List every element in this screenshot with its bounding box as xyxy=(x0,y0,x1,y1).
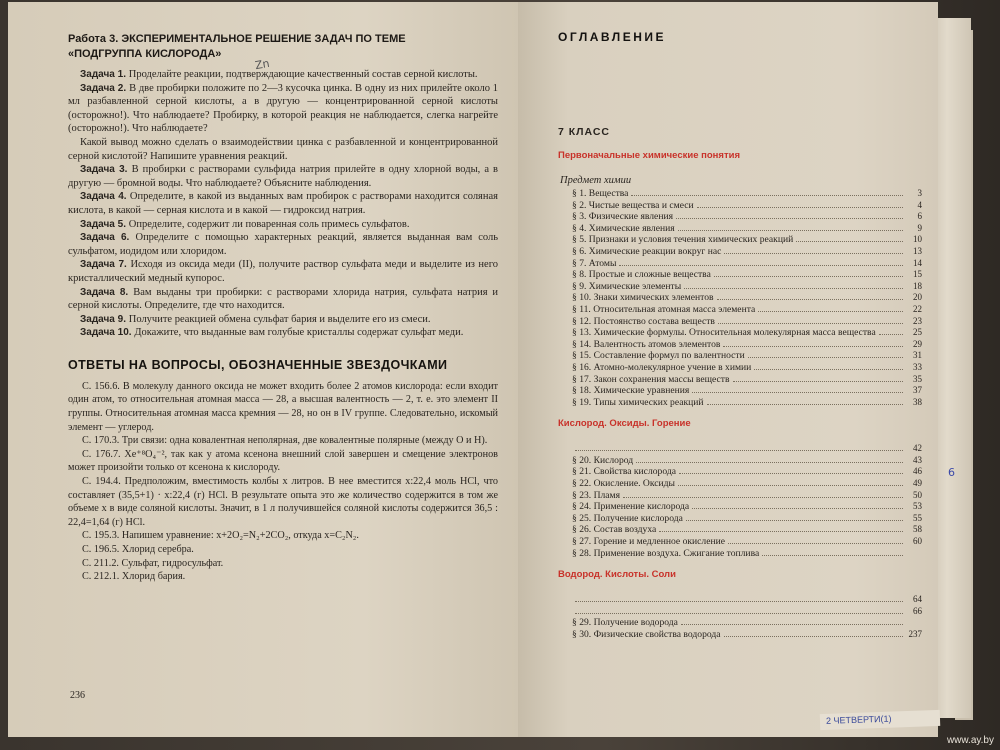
toc-item-page: 14 xyxy=(913,257,922,268)
toc-item-label: § 12. Постоянство состава веществ xyxy=(572,315,715,327)
toc-leader-dots xyxy=(692,508,903,509)
toc-list-3 xyxy=(558,594,922,640)
toc-item-page: 22 xyxy=(913,303,922,314)
toc-item-label: § 15. Составление формул по валентности xyxy=(572,350,745,362)
toc-leader-dots xyxy=(723,346,903,347)
task-label: Задача 2. xyxy=(80,82,130,94)
task-paragraph xyxy=(68,82,498,136)
task-paragraph xyxy=(68,163,498,190)
toc-item-label: § 30. Физические свойства водорода xyxy=(572,629,721,640)
toc-leader-dots xyxy=(575,450,903,451)
work-title-line-1: Работа 3. ЭКСПЕРИМЕНТАЛЬНОЕ РЕШЕНИЕ ЗАДАЧ ПО ТЕМЕ xyxy=(68,33,406,45)
toc-item xyxy=(572,269,922,281)
toc-item xyxy=(572,292,922,304)
task-paragraph xyxy=(68,326,498,340)
task-label: Задача 8. xyxy=(80,286,134,298)
toc-item xyxy=(572,455,922,467)
toc-leader-dots xyxy=(748,357,903,358)
task-paragraph xyxy=(68,218,498,232)
ink-mark: 6 xyxy=(948,466,955,479)
task-label: Задача 6. xyxy=(80,232,136,244)
toc-item xyxy=(572,200,922,212)
toc-item-label: § 17. Закон сохранения массы веществ xyxy=(572,373,730,385)
task-label: Задача 5. xyxy=(80,218,129,230)
toc-item-label: § 23. Пламя xyxy=(572,489,621,501)
task-label: Задача 1. xyxy=(80,69,129,80)
toc-leader-dots xyxy=(879,334,903,335)
answer-paragraph: С. 195.3. Напишем уравнение: x+2O₂=N₂+2CO₂, откуда x=C₂N₂. xyxy=(82,530,359,542)
toc-item-page: 33 xyxy=(913,361,922,372)
toc-leader-dots xyxy=(758,311,903,312)
toc-item-page: 66 xyxy=(913,605,922,616)
toc-leader-dots xyxy=(623,497,903,498)
toc-item xyxy=(572,466,922,478)
toc-leader-dots xyxy=(676,218,903,219)
toc-item-label: § 8. Простые и сложные вещества xyxy=(572,269,711,281)
left-page xyxy=(8,2,518,737)
toc-leader-dots xyxy=(724,253,903,254)
task-text: Получите реакцией обмена сульфат бария и выделите его из смеси. xyxy=(128,313,431,325)
toc-item-label: § 26. Состав воздуха xyxy=(572,524,657,536)
toc-leader-dots xyxy=(718,323,903,324)
work-title xyxy=(68,32,498,62)
task-text: В две пробирки положите по 2—3 кусочка цинка. В одну из них прилейте около 1 мл разбавленной серной кислоты, а в другую — концентрированной серной кислоты (осторожно!). Что наблюдаете? Пробирку, в которой реакция не наблюдается, слегка нагрейте (осторожно!). Что наблюдаете? xyxy=(68,82,499,135)
toc-item-label: § 18. Химические уравнения xyxy=(572,385,690,397)
answer-paragraph: С. 170.3. Три связи: одна ковалентная неполярная, две ковалентные полярные (между O и H). xyxy=(82,435,488,447)
toc-leader-dots xyxy=(681,624,903,625)
toc-item xyxy=(572,258,922,270)
toc-item-label: § 1. Вещества xyxy=(572,188,629,199)
task-text: Какой вывод можно сделать о взаимодействии цинка с разбавленной и концентрированной серной кислотой? Напишите уравнения реакций. xyxy=(68,136,498,162)
toc-item xyxy=(572,606,922,618)
task-label: Задача 10. xyxy=(80,327,135,339)
toc-item-label: § 19. Типы химических реакций xyxy=(572,396,704,408)
toc-item-page: 38 xyxy=(913,396,922,407)
task-label: Задача 7. xyxy=(80,259,131,271)
answer-paragraph: С. 211.2. Сульфат, гидросульфат. xyxy=(82,557,224,569)
toc-item-page: 37 xyxy=(913,385,922,396)
toc-item-label: § 16. Атомно-молекулярное учение в химии xyxy=(572,361,752,373)
task-paragraph xyxy=(68,313,498,327)
task-paragraph xyxy=(68,136,498,163)
toc-leader-dots xyxy=(707,404,903,405)
answer-paragraph: С. 156.6. В молекулу данного оксида не может входить более 2 атомов кислорода: если входит один атом, то относительная атомная масса — 28, а высшая валентность — 2, т. е. это элемент II группы. Относительная атомная масса кремния — 28, но он в IV группе. Следовательно, искомый элемент — углерод. xyxy=(68,380,498,433)
toc-item-label: § 14. Валентность атомов элементов xyxy=(572,338,721,350)
toc-leader-dots xyxy=(575,613,903,614)
toc-item-label: § 13. Химические формулы. Относительная молекулярная масса вещества xyxy=(572,327,876,339)
toc-leader-dots xyxy=(796,241,903,242)
chapter-heading-1: Первоначальные химические понятия xyxy=(558,150,740,161)
toc-item-label: § 24. Применение кислорода xyxy=(572,501,690,513)
toc-item-page: 18 xyxy=(913,280,922,291)
toc-leader-dots xyxy=(733,381,903,382)
toc-leader-dots xyxy=(724,636,903,637)
toc-item xyxy=(572,362,922,374)
toc-leader-dots xyxy=(762,555,903,556)
page-number: 236 xyxy=(70,690,85,701)
toc-item-page: 64 xyxy=(913,594,922,605)
task-text: Определите с помощью характерных реакций, является выданная вам соль сульфатом, иодидом или хлоридом. xyxy=(68,232,499,257)
toc-item-page: 46 xyxy=(913,466,922,477)
toc-item-page: 25 xyxy=(913,327,922,338)
toc-item-label: § 7. Атомы xyxy=(572,257,617,269)
toc-item-label: § 2. Чистые вещества и смеси xyxy=(572,199,694,211)
toc-item-page: 31 xyxy=(913,350,922,361)
task-text: Исходя из оксида меди (II), получите раствор сульфата меди и выделите из него кристаллический медный купорос. xyxy=(68,259,498,284)
toc-item-page: 23 xyxy=(913,315,922,326)
task-paragraph xyxy=(68,258,498,285)
toc-item xyxy=(572,501,922,513)
toc-item-label: § 20. Кислород xyxy=(572,454,634,466)
toc-leader-dots xyxy=(754,369,903,370)
pencil-note: Zn xyxy=(253,56,271,73)
toc-leader-dots xyxy=(619,265,903,266)
toc-item-page: 13 xyxy=(913,245,922,256)
toc-item xyxy=(572,397,922,409)
toc-item xyxy=(572,524,922,536)
toc-item-label: § 28. Применение воздуха. Сжигание топлива xyxy=(572,547,760,559)
toc-leader-dots xyxy=(728,543,903,544)
toc-item-page: 55 xyxy=(913,512,922,523)
toc-item xyxy=(572,490,922,502)
right-page xyxy=(518,2,938,737)
chapter-heading-3: Водород. Кислоты. Соли xyxy=(558,569,676,581)
toc-item-page: 237 xyxy=(908,629,922,639)
task-label: Задача 4. xyxy=(80,191,130,203)
task-text: Докажите, что выданные вам голубые кристаллы содержат сульфат меди. xyxy=(134,327,464,339)
toc-item-label: § 29. Получение водорода xyxy=(572,617,678,629)
toc-item-page: 35 xyxy=(913,373,922,384)
toc-item-page: 58 xyxy=(913,524,922,535)
toc-item xyxy=(572,548,922,560)
toc-list-2 xyxy=(558,443,922,559)
toc-item xyxy=(572,188,922,200)
task-paragraph xyxy=(68,190,498,217)
toc-item xyxy=(572,339,922,351)
toc-item-label: § 27. Горение и медленное окисление xyxy=(572,536,725,548)
toc-item-page: 42 xyxy=(913,443,922,454)
toc-item xyxy=(572,316,922,328)
task-text: Проделайте реакции, подтверждающие качественный состав серной кислоты. xyxy=(128,69,478,80)
task-paragraph xyxy=(68,286,498,313)
toc-item-label: § 22. Окисление. Оксиды xyxy=(572,478,676,490)
toc-item xyxy=(572,304,922,316)
toc-item-page: 15 xyxy=(913,269,922,280)
toc-title: ОГЛАВЛЕНИЕ xyxy=(558,30,667,44)
toc-item-page: 9 xyxy=(917,222,922,233)
answer-paragraph: С. 176.7. Xe⁺⁸O₄⁻², так как у атома ксенона внешний слой завершен и смещение электронов может произойти только от ксенона к кислороду. xyxy=(68,448,498,474)
toc-leader-dots xyxy=(631,195,903,196)
toc-leader-dots xyxy=(659,531,903,532)
task-label: Задача 9. xyxy=(80,313,129,325)
toc-item xyxy=(572,211,922,223)
toc-leader-dots xyxy=(636,462,903,463)
task-label: Задача 3. xyxy=(80,164,132,176)
answer-list xyxy=(68,380,498,584)
toc-item-page: 6 xyxy=(917,211,922,222)
toc-item-label: § 25. Получение кислорода xyxy=(572,512,683,524)
toc-item-label: § 11. Относительная атомная масса элемента xyxy=(572,303,756,315)
toc-item xyxy=(572,374,922,386)
answer-paragraph: С. 194.4. Предположим, вместимость колбы x литров. В нее вместится x:22,4 моль HCl, что составляет (35,5+1) · x:22,4 (г) HCl. В результате опыта это же количество содержится в том же объеме x в виде соляной кислоты. Значит, в 1 л получившейся соляной кислоты содержится 36,5 : 22,4=1,64 (г) HCl. xyxy=(68,476,498,528)
chapter-heading-2: Кислород. Оксиды. Горение xyxy=(558,418,691,430)
toc-item-label: § 3. Физические явления xyxy=(572,211,674,223)
toc-item xyxy=(572,617,922,629)
toc-item-label: § 4. Химические явления xyxy=(572,222,675,234)
toc-leader-dots xyxy=(684,288,903,289)
toc-item xyxy=(572,629,922,641)
task-paragraph xyxy=(68,231,498,258)
toc-item-page: 3 xyxy=(917,188,922,198)
toc-item xyxy=(572,223,922,235)
toc-item xyxy=(572,246,922,258)
watermark: www.ay.by xyxy=(946,735,994,746)
task-text: Определите, содержит ли поваренная соль примесь сульфатов. xyxy=(128,218,410,230)
answer-paragraph: С. 196.5. Хлорид серебра. xyxy=(82,544,194,555)
toc-item-page: 53 xyxy=(913,501,922,512)
toc-item xyxy=(572,478,922,490)
toc-item-label: § 10. Знаки химических элементов xyxy=(572,292,714,304)
task-list xyxy=(68,68,498,340)
toc-leader-dots xyxy=(697,207,903,208)
class-title: 7 КЛАСС xyxy=(558,126,611,138)
toc-item-page: 43 xyxy=(913,454,922,465)
toc-leader-dots xyxy=(692,392,903,393)
toc-item-page: 29 xyxy=(913,338,922,349)
toc-item-label: § 5. Признаки и условия течения химических реакций xyxy=(572,234,794,246)
toc-item-page: 4 xyxy=(917,199,922,210)
toc-list-1 xyxy=(558,188,922,408)
toc-item xyxy=(572,513,922,525)
work-title-line-2: «ПОДГРУППА КИСЛОРОДА» xyxy=(68,48,222,60)
toc-item xyxy=(572,385,922,397)
toc-leader-dots xyxy=(717,299,903,300)
toc-item xyxy=(572,281,922,293)
answer-paragraph: С. 212.1. Хлорид бария. xyxy=(82,571,186,583)
toc-item-page: 49 xyxy=(913,478,922,489)
tape-label: 2 ЧЕТВЕРТИ(1) xyxy=(820,710,940,730)
toc-item-page: 10 xyxy=(913,234,922,245)
toc-item xyxy=(572,594,922,606)
toc-item xyxy=(572,234,922,246)
task-text: Определите, в какой из выданных вам пробирок с растворами находится соляная кислота, в какой — серная кислота и в какой — гидроксид натрия. xyxy=(68,191,498,216)
answers-title: ОТВЕТЫ НА ВОПРОСЫ, ОБОЗНАЧЕННЫЕ ЗВЕЗДОЧКАМИ xyxy=(68,357,448,372)
toc-item-label: § 21. Свойства кислорода xyxy=(572,466,676,478)
task-paragraph xyxy=(68,68,498,82)
toc-leader-dots xyxy=(575,601,903,602)
toc-item-label: § 9. Химические элементы xyxy=(572,280,682,292)
toc-item-page: 50 xyxy=(913,489,922,500)
toc-leader-dots xyxy=(678,485,903,486)
task-text: В пробирки с растворами сульфида натрия прилейте в одну хлорной воды, а в другую — бромной воды. Что наблюдаете? Объясните наблюдения. xyxy=(68,164,499,189)
toc-leader-dots xyxy=(679,473,903,474)
task-text: Вам выданы три пробирки: с растворами хлорида натрия, сульфата натрия и серной кислоты. Определите, где что находится. xyxy=(68,286,498,312)
toc-item xyxy=(572,443,922,455)
toc-leader-dots xyxy=(678,230,903,231)
toc-leader-dots xyxy=(714,276,903,277)
toc-leader-dots xyxy=(686,520,903,521)
toc-item-label: § 6. Химические реакции вокруг нас xyxy=(572,245,722,257)
toc-item xyxy=(572,327,922,339)
subject-line: Предмет химии xyxy=(560,175,632,186)
toc-item xyxy=(572,536,922,548)
toc-item-page: 60 xyxy=(913,536,922,547)
toc-item-page: 20 xyxy=(913,292,922,303)
toc-item xyxy=(572,350,922,362)
